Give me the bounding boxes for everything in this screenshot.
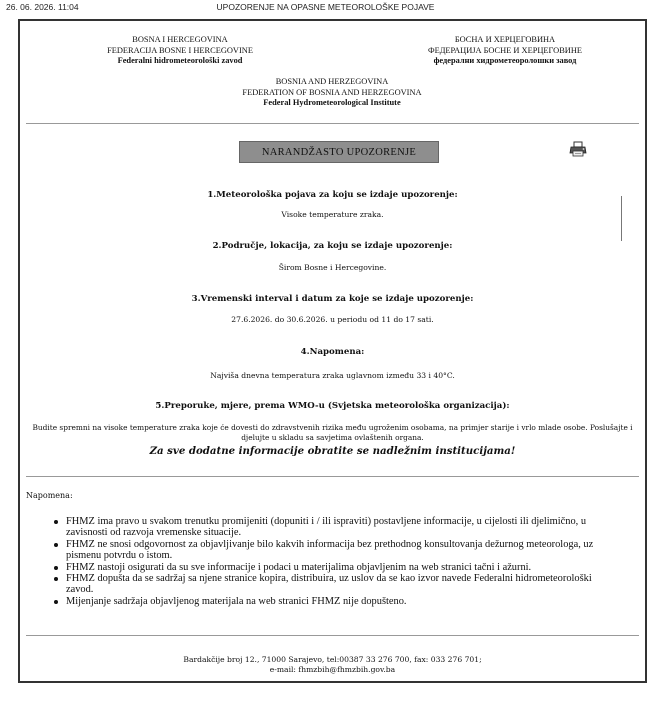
list-item: FHMZ ne snosi odgovornost za objavljivanje bilo kakvih informacija bez prethodnog konsultovanja dežurnog meteorologa, uz pismenu potvrdu o istom. bbox=[54, 539, 614, 562]
notes-divider bbox=[26, 476, 639, 477]
footer-contact bbox=[20, 655, 645, 675]
header-english-line-1: BOSNIA AND HERZEGOVINA bbox=[275, 77, 389, 86]
list-item: FHMZ dopušta da se sadržaj sa njene stranice kopira, distribuira, uz uslov da se kao izvor navede Federalni hidrometeorološki zavod. bbox=[54, 573, 614, 596]
warning-level-badge: NARANDŽASTO UPOZORENJE bbox=[239, 141, 439, 163]
footer-address: Bardakčije broj 12., 71000 Sarajevo, tel:00387 33 276 700, fax: 033 276 701; bbox=[183, 655, 482, 664]
header-english bbox=[182, 77, 482, 109]
section-4-heading: 4.Napomena: bbox=[300, 347, 365, 357]
header-latin bbox=[80, 35, 280, 67]
header-latin-line-1: BOSNA I HERCEGOVINA bbox=[132, 35, 228, 44]
list-item: FHMZ nastoji osigurati da su sve informacije i podaci u materijalima objavljenim na web stranici tačni i ažurni. bbox=[54, 562, 614, 573]
header-cyrillic bbox=[385, 35, 625, 67]
section-2-heading: 2.Područje, lokacija, za koju se izdaje upozorenje: bbox=[212, 241, 453, 251]
list-item: FHMZ ima pravo u svakom trenutku promijeniti (dopuniti i / ili ispraviti) postavljene informacije, u cijelosti ili djelimično, u zavisnosti od razvoja vremenske situacije. bbox=[54, 516, 614, 539]
print-datetime: 26. 06. 2026. 11:04 bbox=[6, 2, 79, 12]
print-page-title: UPOZORENJE NA OPASNE METEOROLOŠKE POJAVE bbox=[216, 2, 435, 12]
header-english-line-3: Federal Hydrometeorological Institute bbox=[263, 98, 401, 107]
section-2-text: Širom Bosne i Hercegovine. bbox=[278, 263, 387, 272]
printer-icon[interactable] bbox=[569, 141, 587, 157]
section-5-text: Budite spremni na visoke temperature zraka koje će dovesti do zdravstvenih rizika među ugroženim osobama, na primjer starije i vrlo mlade osobe. Poslušajte i djelujte u skladu sa savjetima ovlaštenih organa. bbox=[32, 423, 633, 442]
header-cyrillic-line-2: ФЕДЕРАЦИЈА БОСНЕ И ХЕРЦЕГОВИНЕ bbox=[427, 45, 583, 55]
header-latin-line-2: FEDERACIJA BOSNE I HERCEGOVINE bbox=[107, 45, 253, 55]
warning-document bbox=[18, 19, 647, 683]
notes-heading: Napomena: bbox=[26, 491, 73, 500]
print-header bbox=[0, 0, 651, 14]
section-3-heading: 3.Vremenski interval i datum za koje se izdaje upozorenje: bbox=[191, 294, 474, 304]
section-3-text: 27.6.2026. do 30.6.2026. u periodu od 11 do 17 sati. bbox=[231, 315, 434, 324]
header-cyrillic-line-3: федерални хидрометеоролошки завод bbox=[433, 56, 577, 65]
section-1-text: Visoke temperature zraka. bbox=[281, 210, 384, 219]
header-latin-line-3: Federalni hidrometeorološki zavod bbox=[117, 56, 243, 65]
footer-email[interactable]: e-mail: fhmzbih@fhmzbih.gov.ba bbox=[269, 665, 396, 674]
section-4-text: Najviša dnevna temperatura zraka uglavnom između 33 i 40°C. bbox=[210, 371, 455, 380]
section-1-heading: 1.Meteorološka pojava za koju se izdaje upozorenje: bbox=[207, 190, 458, 200]
call-to-action: Za sve dodatne informacije obratite se nadležnim institucijama! bbox=[149, 445, 516, 457]
header-cyrillic-line-1: БОСНА И ХЕРЦЕГОВИНА bbox=[454, 35, 556, 44]
notes-list bbox=[54, 516, 614, 607]
list-item: Mijenjanje sadržaja objavljenog materijala na web stranici FHMZ nije dopušteno. bbox=[54, 596, 614, 607]
section-5-heading: 5.Preporuke, mjere, prema WMO-u (Svjetska meteorološka organizacija): bbox=[155, 401, 510, 411]
header-english-line-2: FEDERATION OF BOSNIA AND HERZEGOVINA bbox=[242, 87, 422, 97]
header-divider bbox=[26, 123, 639, 124]
footer-divider bbox=[26, 635, 639, 636]
